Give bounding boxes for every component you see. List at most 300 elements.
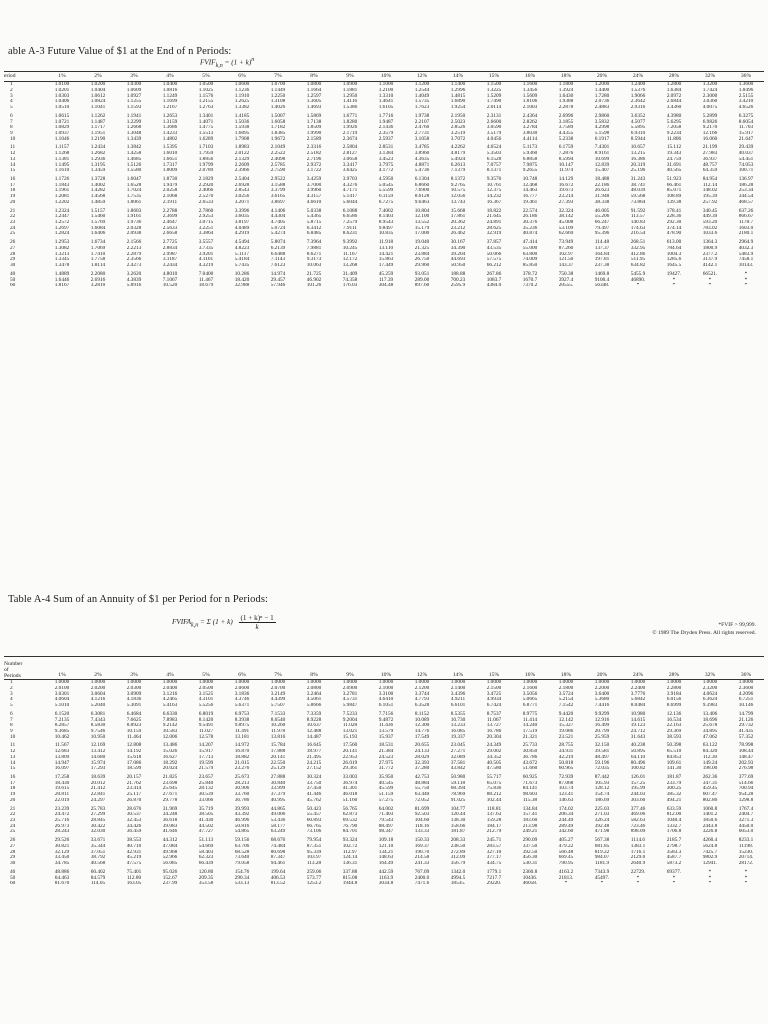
value-cell: 59.156 bbox=[234, 837, 250, 844]
value-cell: 40.037 bbox=[738, 150, 754, 157]
period-cell: 5 bbox=[10, 104, 13, 110]
value-cell: 56348. bbox=[594, 283, 610, 289]
value-cell: 55.717 bbox=[486, 774, 502, 781]
value-cell: 1.3728 bbox=[90, 176, 106, 183]
period-header-line1: Number bbox=[4, 660, 23, 667]
value-cell: 19.615 bbox=[54, 786, 70, 792]
value-cell: 6053.0 bbox=[738, 829, 754, 835]
value-cell: 267.86 bbox=[486, 270, 502, 277]
value-cell: 2.2920 bbox=[198, 182, 214, 188]
value-cell: 41.446 bbox=[306, 791, 322, 798]
value-cell: 93.324 bbox=[342, 837, 358, 844]
value-cell: 40.505 bbox=[486, 760, 502, 766]
value-cell: 18.292 bbox=[162, 760, 178, 766]
value-cell: 5.9360 bbox=[522, 150, 538, 157]
value-cell: 23.657 bbox=[198, 774, 214, 781]
value-cell: 1.0612 bbox=[90, 93, 106, 99]
value-cell: 750.38 bbox=[558, 270, 574, 277]
value-cell: 2.9987 bbox=[162, 251, 178, 257]
value-cell: 53.109 bbox=[558, 225, 574, 231]
value-cell: 66.765 bbox=[306, 823, 322, 829]
value-cell: 4.4399 bbox=[270, 697, 286, 703]
value-cell: 15.026 bbox=[162, 748, 178, 755]
table-row bbox=[4, 205, 764, 214]
value-cell: 4142.1 bbox=[702, 262, 718, 269]
value-cell: 13.727 bbox=[486, 723, 502, 729]
value-cell: 30.324 bbox=[306, 774, 322, 781]
period-cell: 40 bbox=[10, 270, 16, 277]
value-cell: 1.0100 bbox=[54, 81, 70, 88]
value-cell: 16.645 bbox=[306, 742, 322, 749]
value-cell: 85.850 bbox=[522, 262, 538, 269]
value-cell: 237.99 bbox=[162, 881, 178, 887]
value-cell: 783.02 bbox=[702, 225, 718, 231]
value-cell: 2360.8 bbox=[522, 868, 538, 875]
value-cell: 2.0100 bbox=[54, 685, 70, 691]
value-cell: 17.086 bbox=[126, 760, 142, 766]
value-cell: 36.974 bbox=[342, 780, 358, 786]
value-cell: 58.403 bbox=[198, 849, 214, 855]
value-cell: 79.954 bbox=[306, 837, 322, 844]
value-cell: 10436. bbox=[522, 875, 538, 881]
value-cell: 1.1500 bbox=[486, 81, 502, 88]
value-cell: 43.672 bbox=[522, 760, 538, 766]
value-cell: 32.988 bbox=[234, 283, 250, 289]
period-cell: 21 bbox=[10, 207, 16, 214]
value-cell: 98.347 bbox=[378, 829, 394, 835]
value-cell: 11.436 bbox=[378, 723, 394, 729]
value-cell: 213.98 bbox=[522, 823, 538, 829]
value-cell: 30.167 bbox=[450, 239, 466, 246]
value-cell: 3.1187 bbox=[162, 257, 178, 263]
value-cell: 15.618 bbox=[126, 754, 142, 760]
value-cell: 7.2135 bbox=[54, 717, 70, 723]
period-header-line3: Periods bbox=[4, 672, 21, 679]
column-header: 7% bbox=[260, 72, 296, 82]
column-header: 9% bbox=[332, 72, 368, 82]
value-cell: 41.435 bbox=[738, 728, 754, 734]
value-cell: 241.33 bbox=[414, 860, 430, 867]
value-cell: 1.4641 bbox=[378, 99, 394, 105]
value-cell: 11.067 bbox=[486, 717, 502, 723]
value-cell: 7.9881 bbox=[306, 245, 322, 251]
value-cell: 1.8106 bbox=[522, 99, 538, 105]
period-cell: 28 bbox=[10, 251, 16, 257]
value-cell: 31.691 bbox=[666, 162, 682, 168]
table-row bbox=[4, 269, 764, 278]
value-cell: 53.436 bbox=[270, 817, 286, 824]
value-cell: 1.7758 bbox=[90, 257, 106, 263]
value-cell: 6.1520 bbox=[54, 710, 70, 717]
value-cell: 22.163 bbox=[666, 723, 682, 729]
value-cell: 29.439 bbox=[738, 144, 754, 151]
value-cell: 1.5460 bbox=[90, 214, 106, 220]
value-cell: 2.8262 bbox=[522, 119, 538, 125]
value-cell: 4.6410 bbox=[378, 697, 394, 703]
value-cell: 42.931 bbox=[126, 849, 142, 855]
value-cell: 2.3200 bbox=[702, 685, 718, 691]
value-cell: 23.276 bbox=[234, 766, 250, 772]
value-cell: 1033.6 bbox=[702, 231, 718, 237]
value-cell: 3.4523 bbox=[378, 156, 394, 162]
value-cell: 1083.7 bbox=[486, 277, 502, 283]
period-cell: 23 bbox=[10, 817, 16, 824]
value-cell: 3.1216 bbox=[162, 691, 178, 697]
value-cell: 140.83 bbox=[630, 219, 646, 226]
column-header: 24% bbox=[620, 72, 656, 82]
value-cell: 530.31 bbox=[522, 860, 538, 867]
value-cell: 1253.2 bbox=[306, 881, 322, 887]
value-cell: 136.97 bbox=[738, 176, 754, 183]
value-cell: 18.639 bbox=[90, 774, 106, 781]
value-cell: 784.64 bbox=[666, 245, 682, 251]
value-cell: 2.6600 bbox=[486, 119, 502, 125]
period-cell: 19 bbox=[10, 193, 16, 200]
value-cell: 28172. bbox=[738, 860, 754, 867]
value-cell: 12.136 bbox=[666, 710, 682, 717]
table-row bbox=[4, 867, 764, 876]
value-cell: 2.7731 bbox=[414, 130, 430, 136]
value-cell: 1.3842 bbox=[126, 144, 142, 151]
value-cell: 245.71 bbox=[486, 837, 502, 844]
value-cell: 57.275 bbox=[378, 797, 394, 803]
value-cell: 2.1911 bbox=[162, 199, 178, 205]
period-cell: 30 bbox=[10, 860, 16, 867]
value-cell: 1.1157 bbox=[54, 144, 70, 151]
value-cell: 42.219 bbox=[558, 754, 574, 760]
value-cell: 1.0400 bbox=[162, 81, 178, 88]
value-cell: 1.0000 bbox=[594, 679, 610, 686]
value-cell: 634.82 bbox=[630, 262, 646, 269]
value-cell: 7370.2 bbox=[522, 283, 538, 289]
value-cell: 1800.9 bbox=[702, 245, 718, 251]
value-cell: 21.384 bbox=[378, 748, 394, 755]
value-cell: 57.352 bbox=[738, 734, 754, 740]
value-cell: 5.1598 bbox=[594, 130, 610, 136]
value-cell: 312.09 bbox=[450, 855, 466, 861]
value-cell: 6.2613 bbox=[450, 162, 466, 168]
value-cell: 64.463 bbox=[54, 875, 70, 881]
period-cell: 27 bbox=[10, 245, 16, 251]
value-cell: 1.3159 bbox=[162, 119, 178, 125]
period-header bbox=[4, 657, 44, 680]
formula-rhs: = (1 + k) bbox=[224, 58, 252, 67]
value-cell: 1.1593 bbox=[126, 104, 142, 110]
value-cell: 6.8485 bbox=[306, 231, 322, 237]
value-cell: 6.4684 bbox=[126, 710, 142, 717]
value-cell: 214.58 bbox=[414, 855, 430, 861]
value-cell: 112.97 bbox=[342, 849, 358, 855]
value-cell: 87.347 bbox=[270, 855, 286, 861]
value-cell: 5.8715 bbox=[306, 219, 322, 226]
value-cell: 259.06 bbox=[306, 868, 322, 875]
value-cell: 2.0300 bbox=[126, 685, 142, 691]
value-cell: 3.4259 bbox=[306, 176, 322, 183]
value-cell: 34.426 bbox=[126, 823, 142, 829]
value-cell: 1.0201 bbox=[54, 87, 70, 93]
value-cell: 356.79 bbox=[450, 860, 466, 867]
value-cell: 1364.3 bbox=[702, 239, 718, 246]
value-cell: 20.012 bbox=[90, 780, 106, 786]
value-cell: 1.0000 bbox=[306, 679, 322, 686]
value-cell: 12.169 bbox=[90, 742, 106, 749]
value-cell: 2.9372 bbox=[306, 162, 322, 168]
value-cell: 21.645 bbox=[486, 214, 502, 220]
value-cell: 1.0000 bbox=[558, 679, 574, 686]
value-cell: 1.3108 bbox=[270, 99, 286, 105]
value-cell: 26.462 bbox=[450, 231, 466, 237]
value-cell: 41.646 bbox=[162, 829, 178, 835]
period-cell: 11 bbox=[10, 144, 16, 151]
value-cell: 36.618 bbox=[162, 817, 178, 824]
value-cell: 4.1406 bbox=[270, 207, 286, 214]
value-cell: 3.6165 bbox=[270, 193, 286, 200]
value-cell: 18.430 bbox=[54, 780, 70, 786]
value-cell: 1.5209 bbox=[486, 93, 502, 99]
value-cell: 73.640 bbox=[234, 855, 250, 861]
value-cell: 332.95 bbox=[630, 245, 646, 251]
value-cell: 1.0000 bbox=[54, 679, 70, 686]
value-cell: 1.6058 bbox=[270, 119, 286, 125]
value-cell: 63.800 bbox=[522, 251, 538, 257]
value-cell: 14.615 bbox=[630, 717, 646, 723]
value-cell: 1.6406 bbox=[90, 231, 106, 237]
value-cell: 233.79 bbox=[666, 780, 682, 786]
value-cell: 2180.1 bbox=[738, 231, 754, 237]
column-header: 18% bbox=[548, 657, 584, 680]
column-header: 6% bbox=[224, 657, 260, 680]
period-cell: 12 bbox=[10, 150, 16, 157]
value-cell: 3.8960 bbox=[414, 150, 430, 157]
value-cell: 20.362 bbox=[450, 219, 466, 226]
value-cell: 533.13 bbox=[234, 881, 250, 887]
value-cell: 55.206 bbox=[594, 214, 610, 220]
value-cell: 1.9736 bbox=[126, 219, 142, 226]
value-cell: 73.949 bbox=[558, 239, 574, 246]
value-cell: 29.732 bbox=[738, 723, 754, 729]
value-cell: 1.7182 bbox=[270, 125, 286, 131]
value-cell: 16.367 bbox=[486, 199, 502, 205]
value-cell: 38.593 bbox=[666, 734, 682, 740]
value-cell: 38.338 bbox=[594, 199, 610, 205]
value-cell: 1.1255 bbox=[126, 99, 142, 105]
value-cell: 392.50 bbox=[522, 849, 538, 855]
value-cell: 2.2788 bbox=[162, 207, 178, 214]
period-cell: 2 bbox=[10, 87, 13, 93]
value-cell: 4.8179 bbox=[450, 150, 466, 157]
value-cell: 2.2879 bbox=[126, 251, 142, 257]
value-cell: 37.280 bbox=[414, 766, 430, 772]
value-cell: 15.917 bbox=[738, 130, 754, 136]
value-cell: 23.239 bbox=[54, 805, 70, 812]
value-cell: 63.122 bbox=[702, 742, 718, 749]
value-cell: 108.44 bbox=[738, 748, 754, 755]
value-cell: 31.643 bbox=[630, 734, 646, 740]
value-cell: 9100.4 bbox=[594, 277, 610, 283]
value-cell: 24.215 bbox=[306, 760, 322, 766]
value-cell: 3.1588 bbox=[270, 182, 286, 188]
value-cell: 66.212 bbox=[486, 262, 502, 269]
value-cell: 3.9184 bbox=[666, 691, 682, 697]
value-cell: 60.893 bbox=[306, 817, 322, 824]
value-cell: 449.39 bbox=[702, 214, 718, 220]
value-cell: 1.2167 bbox=[162, 104, 178, 110]
value-cell: 4.3101 bbox=[198, 697, 214, 703]
value-cell: 4.7405 bbox=[270, 219, 286, 226]
value-cell: 20555. bbox=[558, 283, 574, 289]
value-cell: 2.0800 bbox=[306, 685, 322, 691]
value-cell: 1.3456 bbox=[522, 87, 538, 93]
value-cell: 3.8697 bbox=[270, 199, 286, 205]
value-cell: 141.30 bbox=[666, 766, 682, 772]
value-cell: 19.086 bbox=[558, 728, 574, 734]
value-cell: 1.2544 bbox=[414, 87, 430, 93]
value-cell: 5.8074 bbox=[270, 239, 286, 246]
value-cell: 13.412 bbox=[90, 748, 106, 755]
table-a3-footnotes bbox=[652, 622, 756, 637]
value-cell: 38.505 bbox=[198, 812, 214, 818]
value-cell: 30.537 bbox=[126, 812, 142, 818]
value-cell: 112.30 bbox=[702, 754, 718, 760]
table-row bbox=[4, 835, 764, 844]
value-cell: 290.09 bbox=[522, 837, 538, 844]
period-cell: 28 bbox=[10, 849, 16, 855]
value-cell: 1.6734 bbox=[90, 239, 106, 246]
column-header: 1% bbox=[44, 657, 80, 680]
value-cell: 4994.5 bbox=[450, 875, 466, 881]
value-cell: 34.390 bbox=[450, 245, 466, 251]
value-cell: 1.2936 bbox=[90, 156, 106, 162]
value-cell: 7.9111 bbox=[342, 225, 358, 231]
value-cell: 1.8280 bbox=[342, 119, 358, 125]
value-cell: 21.825 bbox=[162, 774, 178, 781]
value-cell: 13.215 bbox=[630, 150, 646, 157]
value-cell: 102.72 bbox=[342, 843, 358, 849]
value-cell: 12.683 bbox=[54, 748, 70, 755]
value-cell: 6.6488 bbox=[270, 251, 286, 257]
value-cell: 1779.1 bbox=[486, 868, 502, 875]
value-cell: 1.1600 bbox=[522, 81, 538, 88]
value-cell: 12.839 bbox=[594, 162, 610, 168]
value-cell: 2.1436 bbox=[378, 125, 394, 131]
value-cell: 1.1941 bbox=[126, 112, 142, 119]
table-row bbox=[4, 174, 764, 183]
value-cell: 1.1910 bbox=[234, 93, 250, 99]
value-cell: 1.0000 bbox=[702, 679, 718, 686]
value-cell: 4.3276 bbox=[342, 182, 358, 188]
value-cell: 60.965 bbox=[558, 766, 574, 772]
value-cell: 27.888 bbox=[270, 774, 286, 781]
value-cell: 50.895 bbox=[630, 748, 646, 755]
value-cell: 7.2058 bbox=[666, 125, 682, 131]
value-cell: 11.974 bbox=[558, 168, 574, 174]
value-cell: 24.133 bbox=[414, 748, 430, 755]
value-cell: 48.039 bbox=[630, 188, 646, 194]
value-cell: 26.870 bbox=[126, 797, 142, 803]
value-cell: 19.123 bbox=[630, 723, 646, 729]
value-cell: 289.00 bbox=[414, 277, 430, 283]
value-cell: 80.698 bbox=[270, 849, 286, 855]
value-cell: 1.0000 bbox=[126, 679, 142, 686]
value-cell: 72.939 bbox=[558, 774, 574, 781]
period-cell: 50 bbox=[10, 875, 16, 881]
value-cell: 1.5938 bbox=[234, 125, 250, 131]
period-cell: 19 bbox=[10, 791, 16, 798]
value-cell: 1.6528 bbox=[126, 182, 142, 188]
value-cell: 22.550 bbox=[270, 760, 286, 766]
value-cell: 8.1403 bbox=[378, 214, 394, 220]
value-cell: 1.3600 bbox=[738, 81, 754, 88]
value-cell: 63.440 bbox=[414, 791, 430, 798]
value-cell: 18.599 bbox=[126, 766, 142, 772]
value-cell: 72.052 bbox=[414, 797, 430, 803]
value-cell: 24.759 bbox=[666, 156, 682, 162]
value-cell: 2185.7 bbox=[666, 837, 682, 844]
value-cell: 49.006 bbox=[270, 812, 286, 818]
period-cell: 14 bbox=[10, 760, 16, 766]
value-cell: 81.670 bbox=[54, 881, 70, 887]
value-cell: 80.496 bbox=[630, 760, 646, 766]
value-cell: 3.4210 bbox=[738, 99, 754, 105]
value-cell: 3.4725 bbox=[486, 691, 502, 697]
value-cell: 3.7975 bbox=[378, 162, 394, 168]
value-cell: 3.7776 bbox=[630, 691, 646, 697]
value-cell: 19.343 bbox=[666, 150, 682, 157]
value-cell: 12.300 bbox=[414, 723, 430, 729]
value-cell: 14.799 bbox=[738, 710, 754, 717]
value-cell: 819.22 bbox=[594, 849, 610, 855]
value-cell: 4.3157 bbox=[306, 193, 322, 200]
period-cell: 17 bbox=[10, 182, 16, 188]
value-cell: 8.5994 bbox=[558, 156, 574, 162]
table-row bbox=[4, 708, 764, 717]
value-cell: 46890. bbox=[630, 277, 646, 283]
value-cell: 5.2899 bbox=[702, 112, 718, 119]
value-cell: 7.1533 bbox=[270, 710, 286, 717]
period-cell: 13 bbox=[10, 754, 16, 760]
value-cell: 43.535 bbox=[486, 245, 502, 251]
value-cell: 10.761 bbox=[486, 182, 502, 188]
value-cell: * bbox=[708, 868, 712, 875]
period-cell: 6 bbox=[10, 710, 13, 717]
value-cell: 5624.8 bbox=[702, 843, 718, 849]
value-cell: 143.37 bbox=[558, 262, 574, 269]
value-cell: 199.64 bbox=[270, 868, 286, 875]
value-cell: 1.7069 bbox=[90, 245, 106, 251]
value-cell: 5.8666 bbox=[306, 702, 322, 708]
value-cell: 51.113 bbox=[198, 837, 214, 844]
value-cell: 1.2190 bbox=[90, 136, 106, 142]
value-cell: 44.693 bbox=[450, 257, 466, 263]
value-cell: 7.1379 bbox=[450, 168, 466, 174]
value-cell: 10.089 bbox=[414, 717, 430, 723]
value-cell: 4.0604 bbox=[54, 697, 70, 703]
value-cell: 10.462 bbox=[54, 734, 70, 740]
value-cell: 2.3699 bbox=[162, 214, 178, 220]
value-cell: 18.488 bbox=[594, 176, 610, 183]
value-cell: 14.972 bbox=[234, 742, 250, 749]
value-cell: 15.327 bbox=[558, 723, 574, 729]
value-cell: 2.5023 bbox=[450, 119, 466, 125]
value-cell: 1.3082 bbox=[54, 245, 70, 251]
value-cell: 1.0721 bbox=[54, 119, 70, 125]
value-cell: 1.8385 bbox=[270, 130, 286, 136]
value-cell: 249.21 bbox=[522, 829, 538, 835]
value-cell: 43.392 bbox=[234, 812, 250, 818]
value-cell: 2.7860 bbox=[198, 207, 214, 214]
value-cell: 9.2234 bbox=[666, 130, 682, 136]
value-cell: 87.351 bbox=[306, 843, 322, 849]
